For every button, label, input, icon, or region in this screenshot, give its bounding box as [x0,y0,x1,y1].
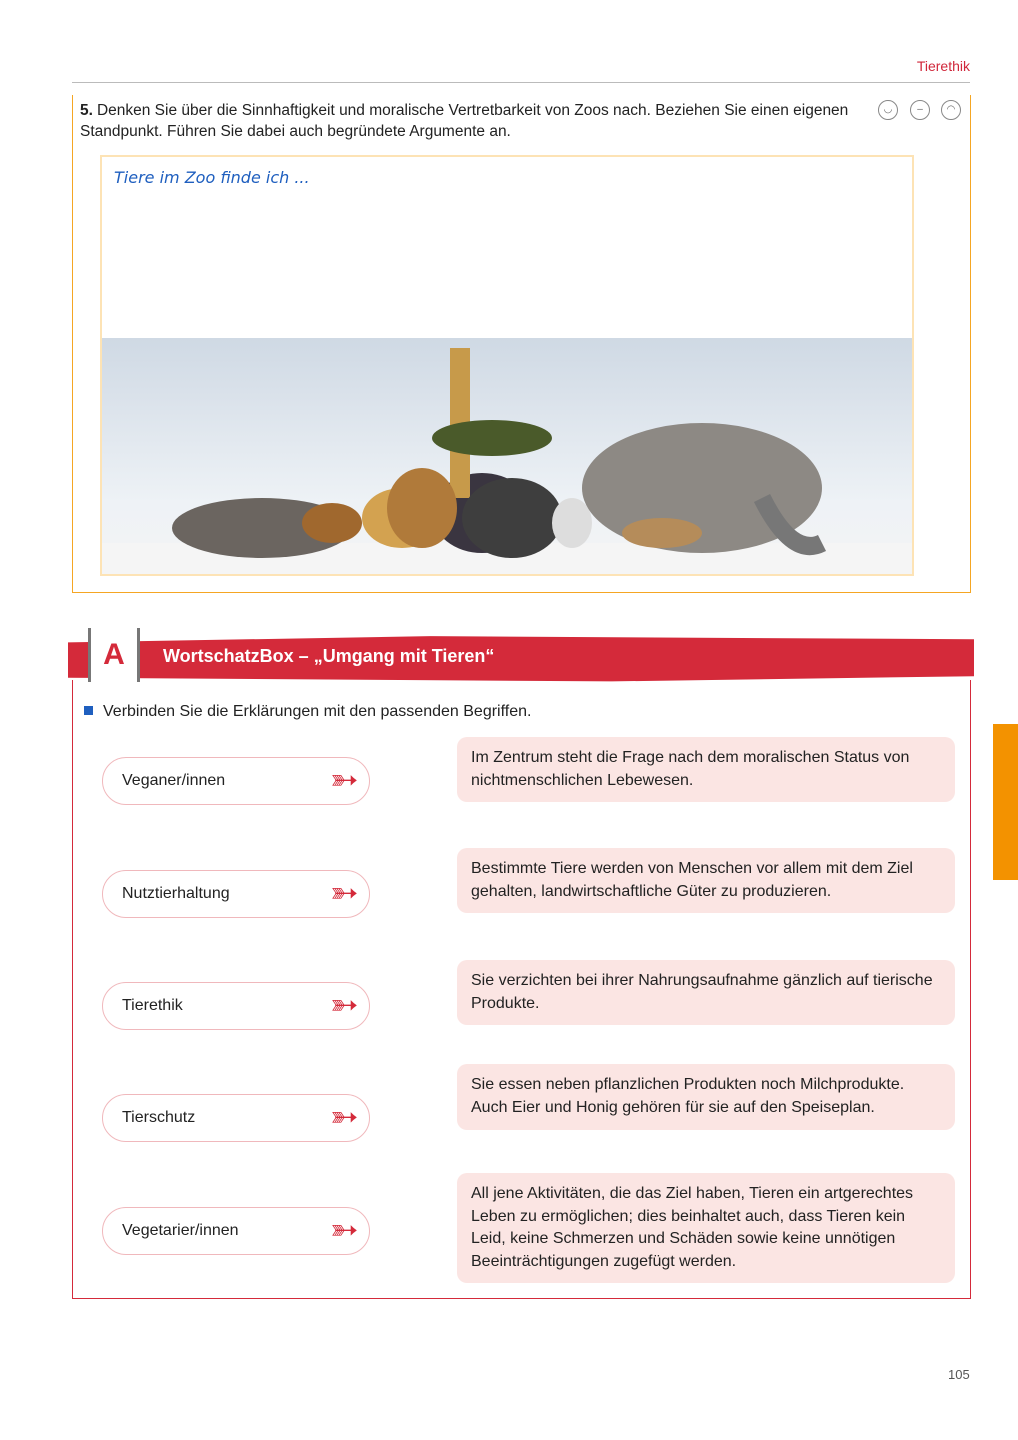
term-pill[interactable]: Tierethik [102,982,370,1030]
task-number: 5. [80,102,93,119]
term-pill[interactable]: Nutztierhaltung [102,870,370,918]
arrow-icon: ➳ [330,1211,359,1249]
wortschatz-title: WortschatzBox – „Umgang mit Tieren“ [163,646,495,666]
definition-box[interactable]: Im Zentrum steht die Frage nach dem moralischen Status von nichtmenschlichen Lebewesen. [457,737,955,802]
sad-face-icon[interactable]: ◠ [941,100,961,120]
definition-box[interactable]: Sie verzichten bei ihrer Nahrungsaufnahme gänzlich auf tierische Produkte. [457,960,955,1025]
wortschatz-logo-icon: A [88,628,140,682]
arrow-icon: ➳ [330,986,359,1024]
term-pill[interactable]: Tierschutz [102,1094,370,1142]
task-text: Denken Sie über die Sinnhaftigkeit und moralische Vertretbarkeit von Zoos nach. Beziehen Sie einen eigenen Standpunkt. Führen Sie dabei auch begründete Argumente an. [80,102,849,140]
instruction-text: Verbinden Sie die Erklärungen mit den passenden Begriffen. [103,703,532,720]
arrow-icon: ➳ [330,1098,359,1136]
term-pill[interactable]: Vegetarier/innen [102,1207,370,1255]
running-title: Tierethik [916,58,970,74]
definition-box[interactable]: All jene Aktivitäten, die das Ziel haben, Tieren ein artgerechtes Leben zu ermöglichen; dies beinhaltet auch, dass Tieren kein Leid, keine Schmerzen und Schäden sowie keine unnötigen Beeinträchtigungen zugefügt werden. [457,1173,955,1283]
happy-face-icon[interactable]: ◡ [878,100,898,120]
arrow-icon: ➳ [330,761,359,799]
neutral-face-icon[interactable]: – [910,100,930,120]
header-rule [72,82,970,83]
answer-start-text: Tiere im Zoo finde ich ... [114,168,310,187]
arrow-icon: ➳ [330,874,359,912]
task-prompt [80,100,860,142]
definition-box[interactable]: Bestimmte Tiere werden von Menschen vor allem mit dem Ziel gehalten, landwirtschaftliche Güter zu produzieren. [457,848,955,913]
term-pill[interactable]: Veganer/innen [102,757,370,805]
animals-illustration [102,338,912,574]
instruction [84,703,531,721]
bullet-icon [84,706,93,715]
chapter-tab [993,724,1018,880]
zoo-animals-image [102,338,912,574]
definition-box[interactable]: Sie essen neben pflanzlichen Produkten noch Milchprodukte. Auch Eier und Honig gehören für sie auf den Speiseplan. [457,1064,955,1130]
page-number: 105 [948,1367,970,1382]
